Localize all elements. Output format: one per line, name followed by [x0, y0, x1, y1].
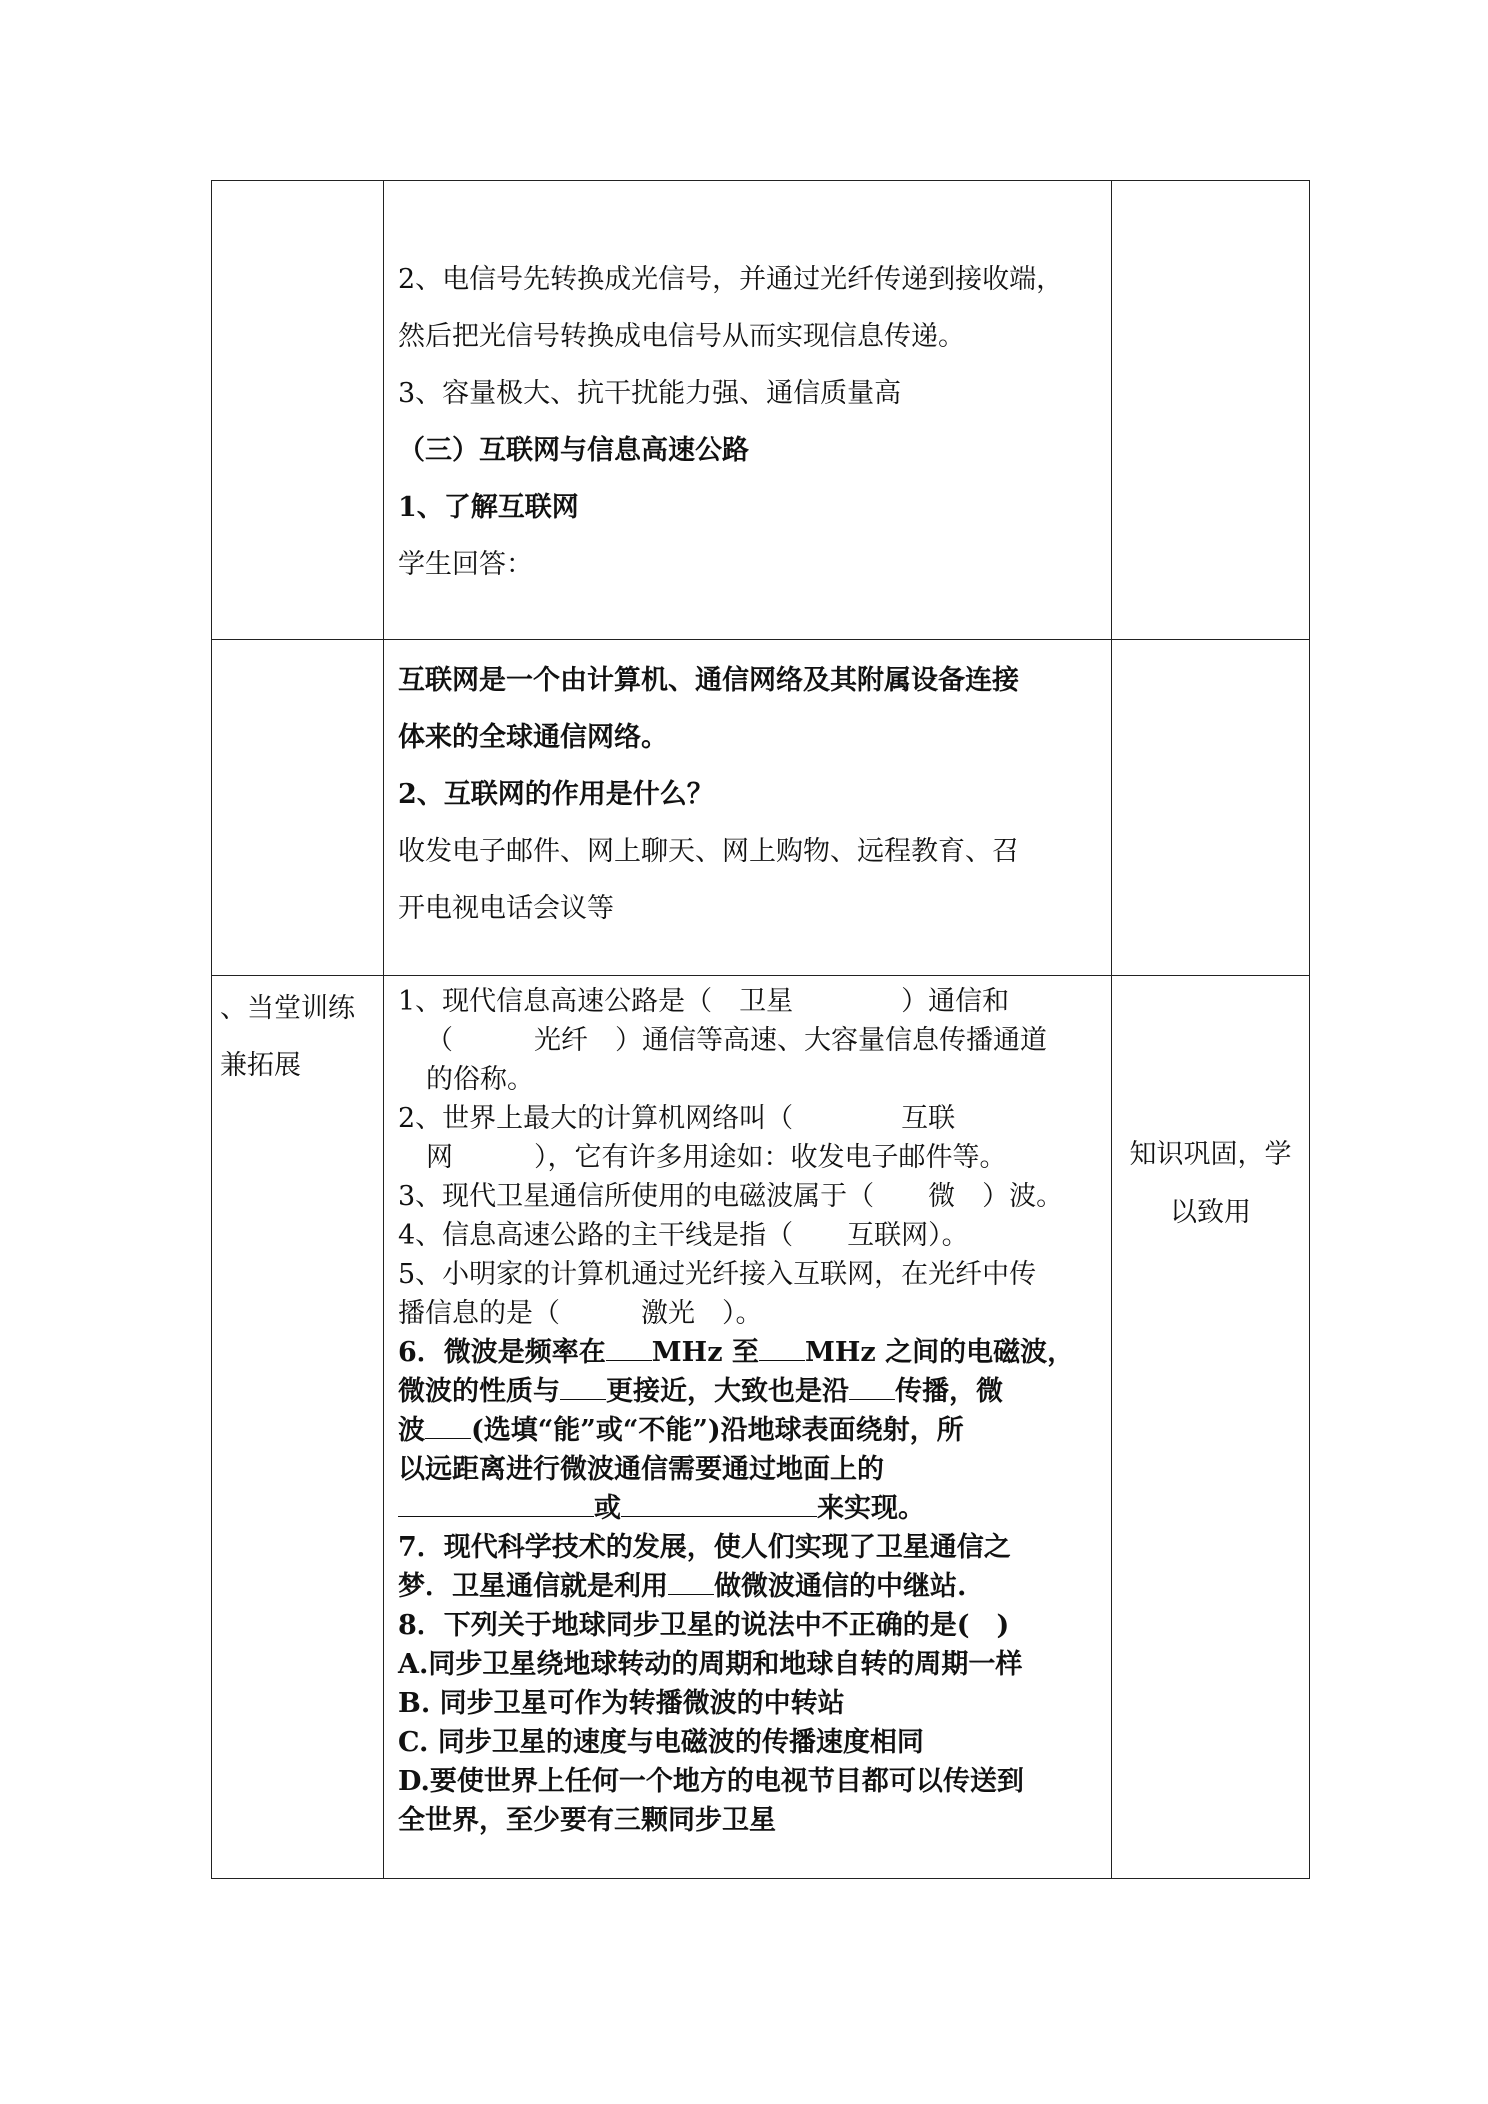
question-1: 1、现代信息高速公路是（ 卫星 ）通信和: [398, 986, 1010, 1017]
question-5: 5、小明家的计算机通过光纤接入互联网，在光纤中传: [398, 1259, 1037, 1290]
table-row: [212, 976, 1310, 1879]
question-1: 的俗称。: [426, 1064, 534, 1095]
section-cell: [212, 181, 384, 640]
note-cell: [1112, 181, 1310, 640]
answer-blank[interactable]: [668, 1570, 714, 1595]
question-1: （ 光纤 ）通信等高速、大容量信息传播通道: [426, 1025, 1047, 1056]
choice-c: C. 同步卫星的速度与电磁波的传播速度相同: [398, 1727, 924, 1758]
text-line: 互联网是一个由计算机、通信网络及其附属设备连接: [398, 665, 1019, 696]
answer-blank[interactable]: [425, 1414, 471, 1439]
note-text: 知识巩固，学: [1129, 1139, 1292, 1170]
section-cell: [212, 640, 384, 976]
question-8: 8．下列关于地球同步卫星的说法中不正确的是( ): [398, 1610, 1010, 1641]
table-row: [212, 181, 1310, 640]
text-line: 开电视电话会议等: [398, 893, 614, 924]
table-row: [212, 640, 1310, 976]
question-2: 2、世界上最大的计算机网络叫（ 互联: [398, 1103, 956, 1134]
question-6: 微波的性质与 更接近，大致也是沿 传播，微: [398, 1376, 1003, 1407]
question-3: 3、现代卫星通信所使用的电磁波属于（ 微 ）波。: [398, 1181, 1064, 1212]
choice-a: A.同步卫星绕地球转动的周期和地球自转的周期一样: [398, 1649, 1023, 1680]
lesson-plan-table: [211, 180, 1310, 1879]
answer-blank[interactable]: [560, 1375, 606, 1400]
choice-b: B. 同步卫星可作为转播微波的中转站: [398, 1688, 845, 1719]
question-5: 播信息的是（ 激光 ）。: [398, 1298, 763, 1329]
question-6: 以远距离进行微波通信需要通过地面上的: [398, 1454, 884, 1485]
question-6: 或 来实现。: [398, 1489, 1099, 1528]
text-line: 2、电信号先转换成光信号，并通过光纤传递到接收端，: [398, 264, 1064, 295]
section-label: 、当堂训练: [220, 993, 355, 1024]
section-cell: [212, 976, 384, 1879]
note-cell: [1112, 640, 1310, 976]
content-cell: [384, 181, 1112, 640]
text-line: 体来的全球通信网络。: [398, 722, 668, 753]
answer-blank[interactable]: [606, 1336, 652, 1361]
question-6: 波 (选填“能”或“不能”)沿地球表面绕射，所: [398, 1415, 964, 1446]
answer-blank[interactable]: [621, 1492, 817, 1517]
subsection-heading: （三）互联网与信息高速公路: [398, 435, 749, 466]
section-label: 兼拓展: [220, 1050, 301, 1081]
answer-blank[interactable]: [849, 1375, 895, 1400]
question-2: 网 ），它有许多用途如：收发电子邮件等。: [426, 1142, 1007, 1173]
content-cell: [384, 640, 1112, 976]
answer-blank[interactable]: [759, 1336, 805, 1361]
choice-d: D.要使世界上任何一个地方的电视节目都可以传送到: [398, 1766, 1024, 1797]
question-4: 4、信息高速公路的主干线是指（ 互联网）。: [398, 1220, 969, 1251]
text-line: 学生回答：: [398, 549, 533, 580]
text-line: 收发电子邮件、网上聊天、网上购物、远程教育、召: [398, 836, 1019, 867]
question-7: 7．现代科学技术的发展，使人们实现了卫星通信之: [398, 1532, 1011, 1563]
text-line: 然后把光信号转换成电信号从而实现信息传递。: [398, 321, 965, 352]
question-7: 梦．卫星通信就是利用 做微波通信的中继站.: [398, 1571, 967, 1602]
note-cell: [1112, 976, 1310, 1879]
content-cell: [384, 976, 1112, 1879]
choice-d: 全世界，至少要有三颗同步卫星: [398, 1805, 776, 1836]
answer-blank[interactable]: [398, 1492, 594, 1517]
question-heading: 2、互联网的作用是什么？: [398, 779, 714, 810]
note-text: 以致用: [1170, 1197, 1251, 1228]
text-line: 3、容量极大、抗干扰能力强、通信质量高: [398, 378, 902, 409]
question-heading: 1、了解互联网: [398, 492, 579, 523]
question-6: 6．微波是频率在 MHz 至 MHz 之间的电磁波，: [398, 1337, 1075, 1368]
